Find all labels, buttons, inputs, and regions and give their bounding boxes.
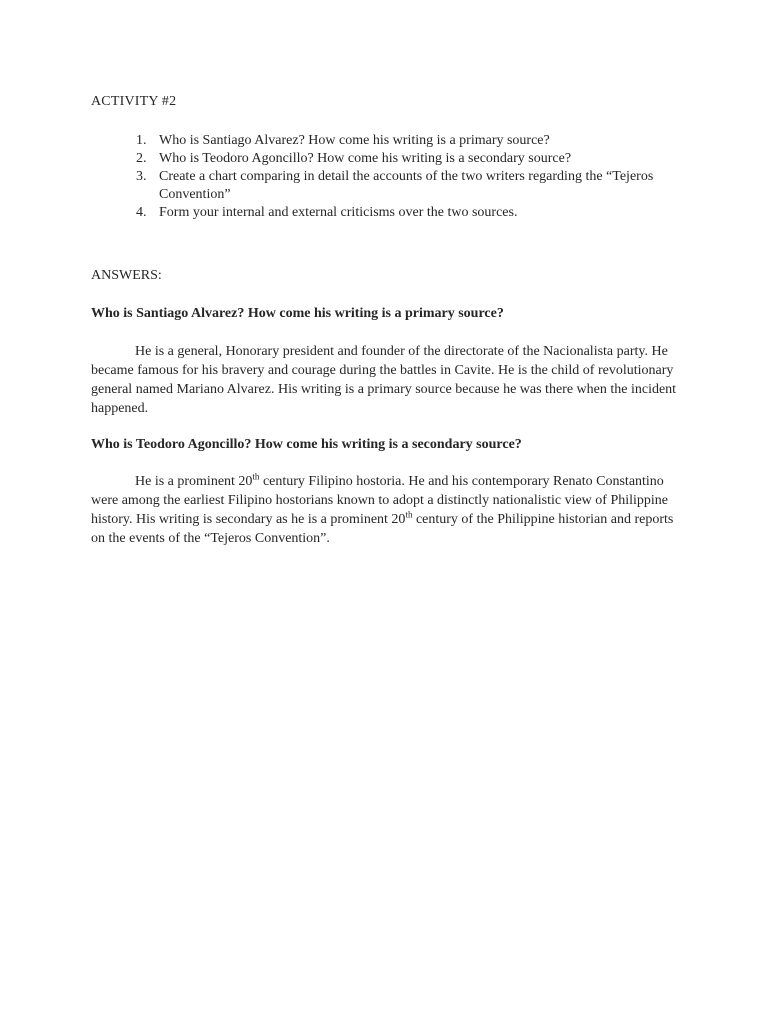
- list-item: [91, 204, 691, 222]
- answer-text: century Filipino hostoria. He and his contemporary Renato Constantino were among the earliest Filipino hostorians known to adopt a distinctly nationalistic view of Philippine history. His writing is secondary as he is a prominent 20: [91, 474, 669, 527]
- list-number: 1.: [136, 133, 147, 148]
- list-item: [91, 132, 691, 150]
- list-item: [91, 168, 691, 204]
- answer-text: He is a prominent 20: [135, 474, 253, 489]
- superscript-ordinal: th: [252, 471, 260, 482]
- list-number: 4.: [136, 205, 147, 220]
- question-heading-1: Who is Santiago Alvarez? How come his writing is a primary source?: [91, 306, 504, 321]
- question-heading-2: Who is Teodoro Agoncillo? How come his writing is a secondary source?: [91, 437, 522, 452]
- answer-text: century of the Philippine historian and reports on the events of the “Tejeros Convention”.: [91, 512, 674, 546]
- answer-paragraph-2: [91, 472, 681, 548]
- answer-paragraph-1: He is a general, Honorary president and founder of the directorate of the Nacionalista party. He became famous for his bravery and courage during the battles in Cavite. He is the child of revolutionary general named Mariano Alvarez. His writing is a primary source because he was there when the incident happened.: [91, 344, 677, 416]
- list-item-text: Form your internal and external criticisms over the two sources.: [159, 205, 518, 220]
- list-item-text: Create a chart comparing in detail the accounts of the two writers regarding the “Tejeros Convention”: [159, 169, 654, 202]
- list-number: 3.: [136, 169, 147, 184]
- list-item-text: Who is Santiago Alvarez? How come his writing is a primary source?: [159, 133, 550, 148]
- list-number: 2.: [136, 151, 147, 166]
- answers-label: ANSWERS:: [91, 268, 162, 283]
- superscript-ordinal: th: [405, 509, 413, 520]
- list-item-text: Who is Teodoro Agoncillo? How come his writing is a secondary source?: [159, 151, 572, 166]
- activity-list: [91, 132, 691, 222]
- activity-title: ACTIVITY #2: [91, 94, 177, 109]
- list-item: [91, 150, 691, 168]
